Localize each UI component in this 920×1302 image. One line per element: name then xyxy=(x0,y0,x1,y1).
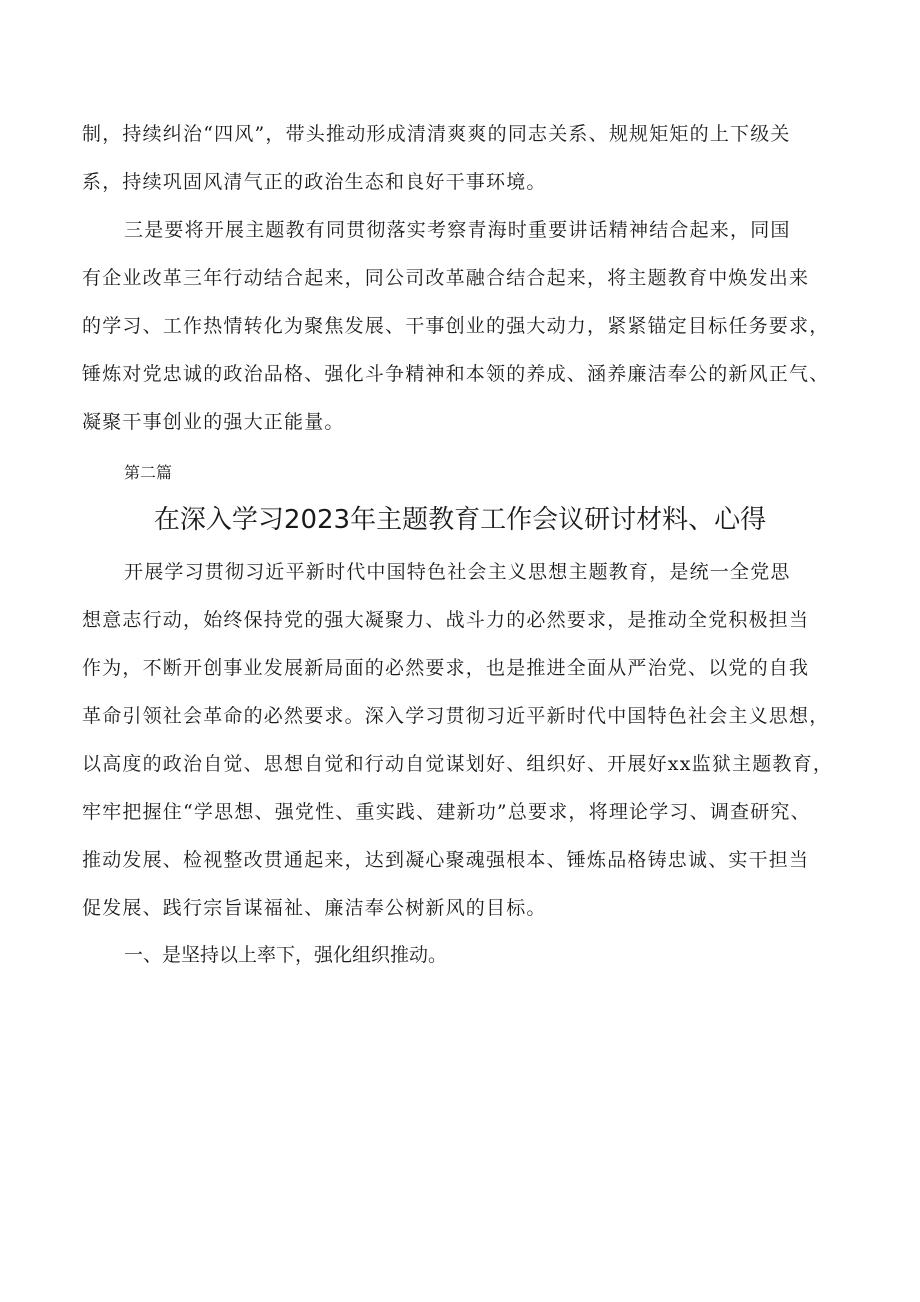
paragraph-3-line-4: 革命引领社会革命的必然要求。深入学习贯彻习近平新时代中国特色社会主义思想， xyxy=(82,705,830,727)
section-heading-1: 一、是坚持以上率下，强化组织推动。 xyxy=(124,944,448,966)
paragraph-2-line-1: 三是要将开展主题教有同贯彻落实考察青海时重要讲话精神结合起来，同国 xyxy=(124,219,791,241)
paragraph-1-line-2: 系，持续巩固风清气正的政治生态和良好干事环境。 xyxy=(82,171,547,193)
paragraph-1-line-1: 制，持续纠治“四风”，带头推动形成清清爽爽的同志关系、规规矩矩的上下级关 xyxy=(82,123,791,145)
paragraph-2-line-5: 凝聚干事创业的强大正能量。 xyxy=(82,411,345,433)
paragraph-2-line-4: 锤炼对党忠诚的政治品格、强化斗争精神和本领的养成、涵养廉洁奉公的新风正气、 xyxy=(82,363,830,385)
paragraph-2-line-2: 有企业改革三年行动结合起来，同公司改革融合结合起来，将主题教育中焕发出来 xyxy=(82,267,810,289)
paragraph-3-line-6: 牢牢把握住“学思想、强党性、重实践、建新功”总要求，将理论学习、调查研究、 xyxy=(82,801,811,823)
paragraph-3-line-7: 推动发展、检视整改贯通起来，达到凝心聚魂强根本、锤炼品格铸忠诚、实干担当 xyxy=(82,849,810,871)
paragraph-3-line-1: 开展学习贯彻习近平新时代中国特色社会主义思想主题教育，是统一全党思 xyxy=(124,561,791,583)
paragraph-3-line-3: 作为，不断开创事业发展新局面的必然要求，也是推进全面从严治党、以党的自我 xyxy=(82,657,810,679)
document-title: 在深入学习2023年主题教育工作会议研讨材料、心得 xyxy=(153,505,767,535)
paragraph-3-line-8: 促发展、践行宗旨谋福祉、廉洁奉公树新风的目标。 xyxy=(82,897,547,919)
paragraph-3-line-5: 以高度的政治自觉、思想自觉和行动自觉谋划好、组织好、开展好xx监狱主题教育， xyxy=(82,753,834,775)
section-label: 第二篇 xyxy=(124,463,173,482)
paragraph-2-line-3: 的学习、工作热情转化为聚焦发展、干事创业的强大动力，紧紧锚定目标任务要求， xyxy=(82,315,830,337)
paragraph-3-line-2: 想意志行动，始终保持党的强大凝聚力、战斗力的必然要求，是推动全党积极担当 xyxy=(82,609,810,631)
